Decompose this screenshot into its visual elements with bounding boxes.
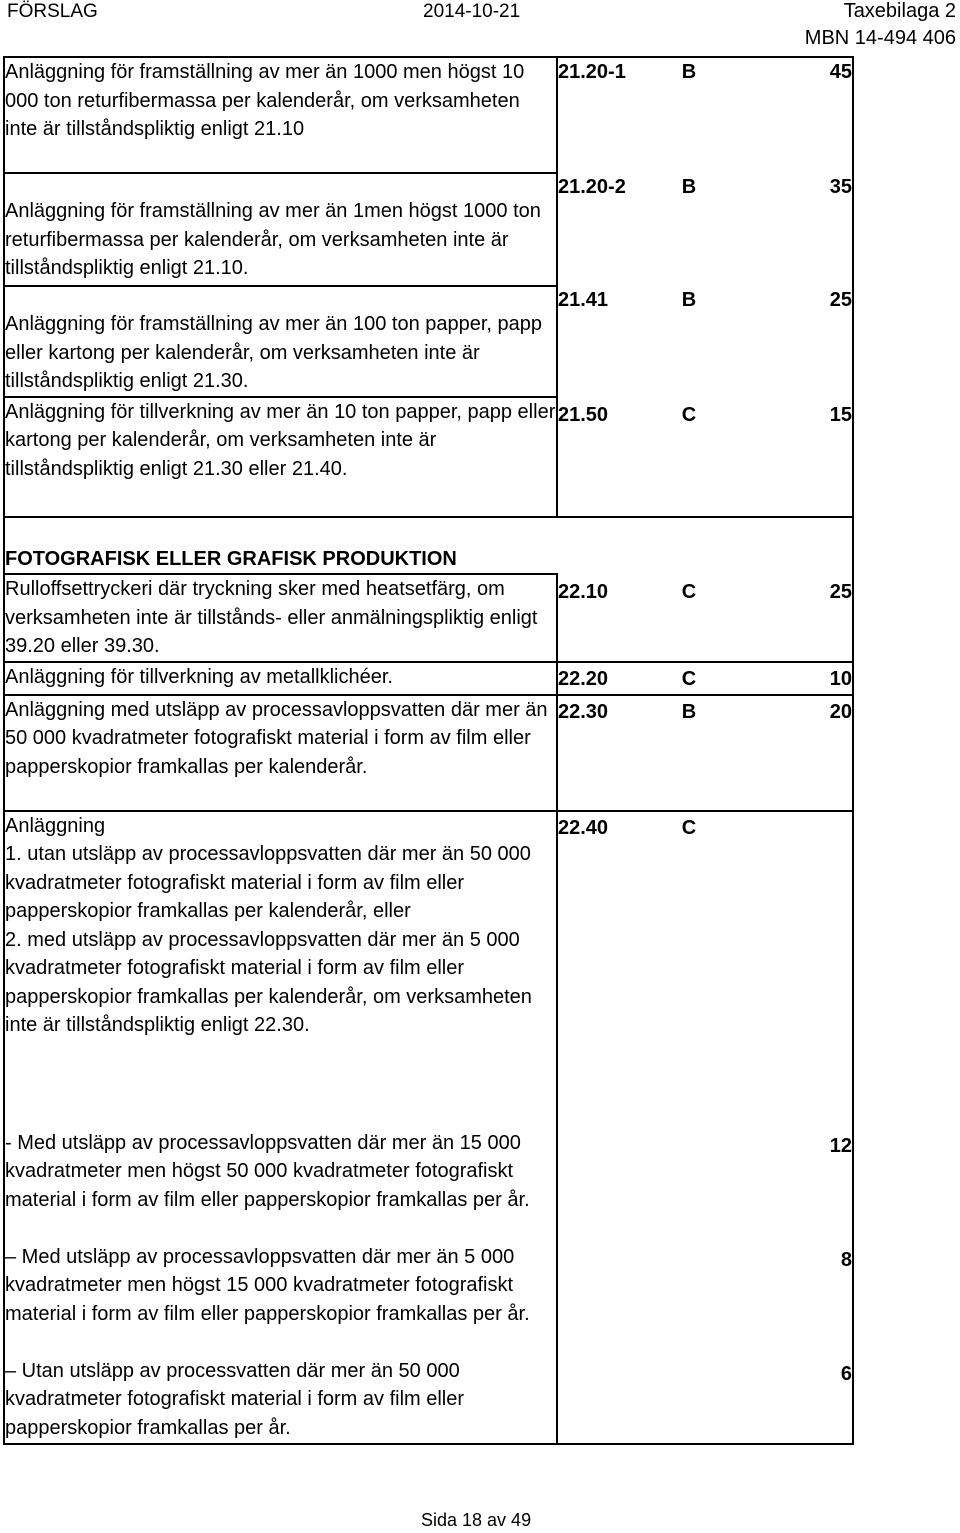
row-code: 21.20-1: [557, 57, 634, 173]
row-code: 22.10: [557, 574, 634, 662]
page-number: Sida 18 av 49: [421, 1510, 532, 1530]
row-fee: 35: [744, 173, 853, 286]
row-fee: 12: [744, 1129, 853, 1243]
row-item: 2. med utsläpp av processavloppsvatten där mer än 5 000 kvadratmeter fotografiskt material i form av film eller papperskopior framkallas per kalenderår, om verksamheten inte är tillståndspliktig enligt 22.30.: [5, 928, 532, 1036]
row-description: Anläggning för tillverkning av metallklichéer.: [4, 662, 557, 695]
row-class: C: [634, 662, 744, 695]
table-row: [4, 1357, 853, 1444]
row-description: - Med utsläpp av processavloppsvatten där mer än 15 000 kvadratmeter men högst 50 000 kvadratmeter fotografiskt material i form av film eller papperskopior framkallas per år.: [4, 1129, 557, 1243]
row-description: – Utan utsläpp av processvatten där mer än 50 000 kvadratmeter fotografiskt material i form av film eller papperskopior framkallas per år.: [4, 1357, 557, 1444]
row-class: B: [634, 695, 744, 811]
row-description: Anläggning med utsläpp av processavloppsvatten där mer än 50 000 kvadratmeter fotografiskt material i form av film eller papperskopior framkallas per kalenderår.: [4, 695, 557, 811]
row-class: C: [634, 811, 744, 1129]
row-fee: 15: [744, 397, 853, 517]
table-row: [4, 811, 853, 1129]
row-fee: 20: [744, 695, 853, 811]
table-row: [4, 397, 853, 517]
draft-label: FÖRSLAG: [7, 1, 98, 22]
row-description: [4, 811, 557, 1129]
row-fee: 25: [744, 286, 853, 397]
row-description: – Med utsläpp av processavloppsvatten där mer än 5 000 kvadratmeter men högst 15 000 kvadratmeter fotografiskt material i form av film eller papperskopior framkallas per år.: [4, 1243, 557, 1357]
section-heading: FOTOGRAFISK ELLER GRAFISK PRODUKTION: [4, 517, 557, 575]
row-class: B: [681, 176, 697, 198]
row-class: B: [681, 289, 697, 311]
row-description: Anläggning för framställning av mer än 1men högst 1000 ton returfibermassa per kalenderår, om verksamheten inte är tillståndspliktig enligt 21.10.: [4, 173, 557, 286]
row-fee: 6: [744, 1357, 853, 1444]
row-class: C: [681, 581, 697, 603]
table-row: [4, 662, 853, 695]
row-description: Rulloffsettryckeri där tryckning sker med heatsetfärg, om verksamheten inte är tillstånds- eller anmälningspliktig enligt 39.20 eller 39.30.: [4, 574, 557, 662]
table-row: [4, 286, 853, 397]
row-class: B: [634, 57, 744, 173]
row-description: Anläggning för tillverkning av mer än 10 ton papper, papp eller kartong per kalenderår, om verksamheten inte är tillståndspliktig enligt 21.30 eller 21.40.: [4, 397, 557, 517]
document-date: 2014-10-21: [423, 1, 521, 22]
row-fee: 45: [744, 57, 853, 173]
fee-table: [3, 56, 854, 1445]
table-row: [4, 1129, 853, 1243]
row-item: 1. utan utsläpp av processavloppsvatten där mer än 50 000 kvadratmeter fotografiskt material i form av film eller papperskopior framkallas per kalenderår, eller: [5, 843, 531, 922]
table-row: [4, 695, 853, 811]
section-row: [4, 517, 853, 575]
row-description: Anläggning för framställning av mer än 100 ton papper, papp eller kartong per kalenderår, om verksamheten inte är tillståndspliktig enligt 21.30.: [4, 286, 557, 397]
appendix-title: Taxebilaga 2: [843, 0, 956, 22]
row-code: 21.20-2: [557, 173, 634, 286]
table-row: [4, 574, 853, 662]
reference-number: MBN 14-494 406: [804, 27, 956, 49]
table-row: [4, 1243, 853, 1357]
row-class: C: [681, 403, 697, 426]
row-code: 22.20: [557, 662, 634, 695]
row-code: 21.50: [557, 397, 634, 517]
row-code: 22.30: [557, 695, 634, 811]
row-code: 21.41: [557, 286, 634, 397]
row-code: 22.40: [557, 811, 634, 1129]
row-fee: 8: [744, 1243, 853, 1357]
row-fee: 10: [744, 662, 853, 695]
row-fee: 25: [744, 574, 853, 662]
row-intro: Anläggning: [5, 814, 106, 837]
table-row: [4, 57, 853, 173]
table-row: [4, 173, 853, 286]
row-description: Anläggning för framställning av mer än 1000 men högst 10 000 ton returfibermassa per kalenderår, om verksamheten inte är tillståndspliktig enligt 21.10: [4, 57, 557, 173]
